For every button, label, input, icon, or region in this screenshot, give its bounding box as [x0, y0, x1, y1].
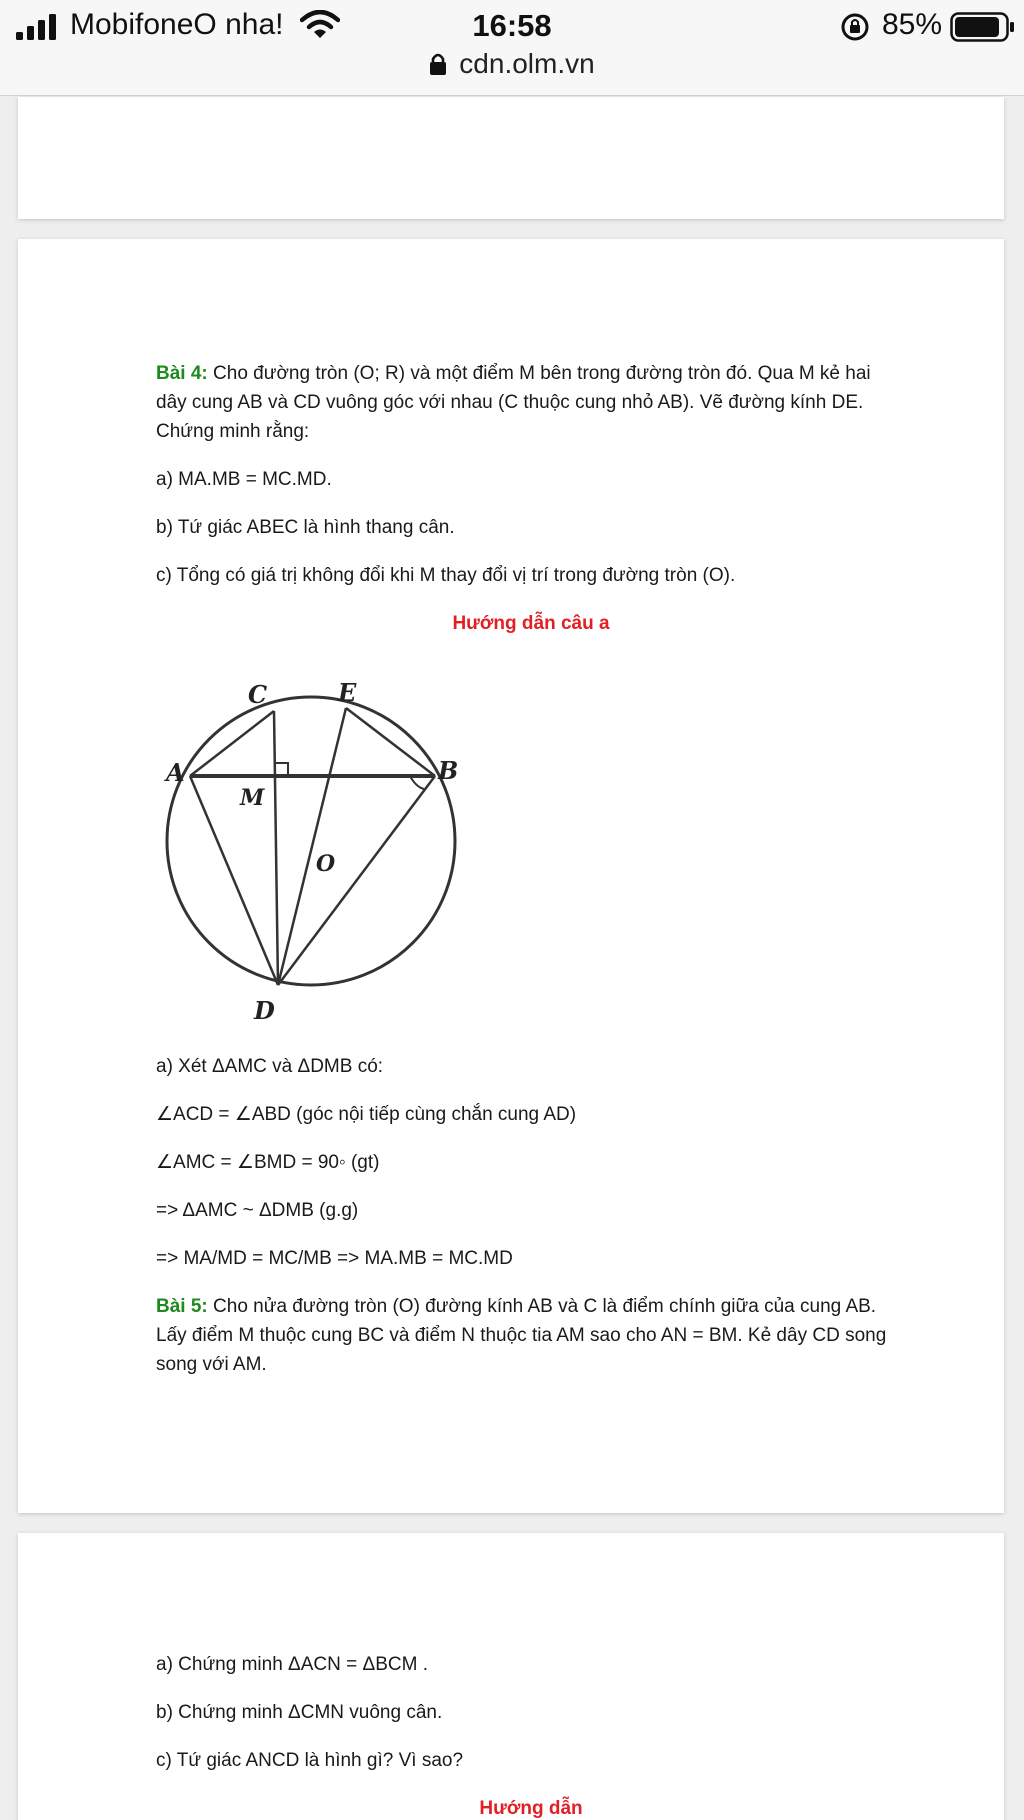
guide-title-bai5: Hướng dẫn	[479, 1798, 583, 1819]
chord-cd	[274, 711, 278, 985]
bai4-item-a: a) MA.MB = MC.MD.	[156, 469, 332, 490]
url-text: cdn.olm.vn	[459, 48, 595, 79]
label-o: O	[316, 851, 336, 877]
battery-percentage: 85%	[882, 8, 943, 41]
address-bar[interactable]	[0, 48, 1024, 80]
label-a: A	[166, 758, 185, 787]
bai4-label: Bài 4:	[156, 363, 208, 384]
label-m: M	[240, 785, 265, 811]
bai5-paragraph	[156, 1292, 906, 1379]
solution-line-2: ∠ACD = ∠ABD (góc nội tiếp cùng chắn cung AD)	[156, 1104, 577, 1125]
circle-geometry-figure	[156, 675, 466, 1037]
carrier-name: MobifoneO nha!	[70, 8, 284, 41]
bai5-item-c: c) Tứ giác ANCD là hình gì? Vì sao?	[156, 1750, 464, 1771]
bai5-item-a: a) Chứng minh ΔACN = ΔBCM .	[156, 1654, 428, 1675]
bai5-label: Bài 5:	[156, 1296, 208, 1317]
bai4-item-c: c) Tổng có giá trị không đổi khi M thay đổi vị trí trong đường tròn (O).	[156, 565, 736, 586]
segment-ad	[190, 776, 278, 985]
label-d: D	[254, 996, 275, 1025]
diameter-de	[278, 708, 346, 985]
bai4-item-b: b) Tứ giác ABEC là hình thang cân.	[156, 517, 455, 538]
browser-status-bar	[0, 0, 1024, 96]
solution-line-3: ∠AMC = ∠BMD = 90◦ (gt)	[156, 1152, 380, 1173]
label-e: E	[338, 678, 357, 707]
solution-line-4: => ΔAMC ~ ΔDMB (g.g)	[156, 1200, 359, 1221]
guide-title-a: Hướng dẫn câu a	[452, 613, 610, 634]
segment-bd	[278, 776, 435, 985]
document-page-next	[18, 1533, 1004, 1820]
bai5-item-b: b) Chứng minh ΔCMN vuông cân.	[156, 1702, 443, 1723]
bai5-text: Cho nửa đường tròn (O) đường kính AB và C là điểm chính giữa của cung AB. Lấy điểm M thuộc cung BC và điểm N thuộc tia AM sao cho AN = BM. Kẻ dây CD song song với AM.	[156, 1296, 887, 1375]
rotation-lock-icon	[840, 12, 870, 42]
page-content	[156, 359, 906, 1398]
label-c: C	[248, 680, 268, 709]
document-page-previous	[18, 97, 1004, 219]
bai4-text: Cho đường tròn (O; R) và một điểm M bên trong đường tròn đó. Qua M kẻ hai dây cung AB và CD vuông góc với nhau (C thuộc cung nhỏ AB). Vẽ đường kính DE. Chứng minh rằng:	[156, 363, 871, 442]
clock: 16:58	[472, 8, 552, 43]
document-page	[18, 239, 1004, 1513]
battery-icon	[950, 12, 1016, 42]
solution-line-5: => MA/MD = MC/MB => MA.MB = MC.MD	[156, 1248, 513, 1269]
lock-icon	[429, 52, 447, 76]
segment-be	[346, 708, 435, 776]
bai4-paragraph	[156, 359, 906, 446]
solution-line-1: a) Xét ΔAMC và ΔDMB có:	[156, 1056, 384, 1077]
page-content-next	[156, 1650, 906, 1820]
label-b: B	[438, 756, 459, 785]
